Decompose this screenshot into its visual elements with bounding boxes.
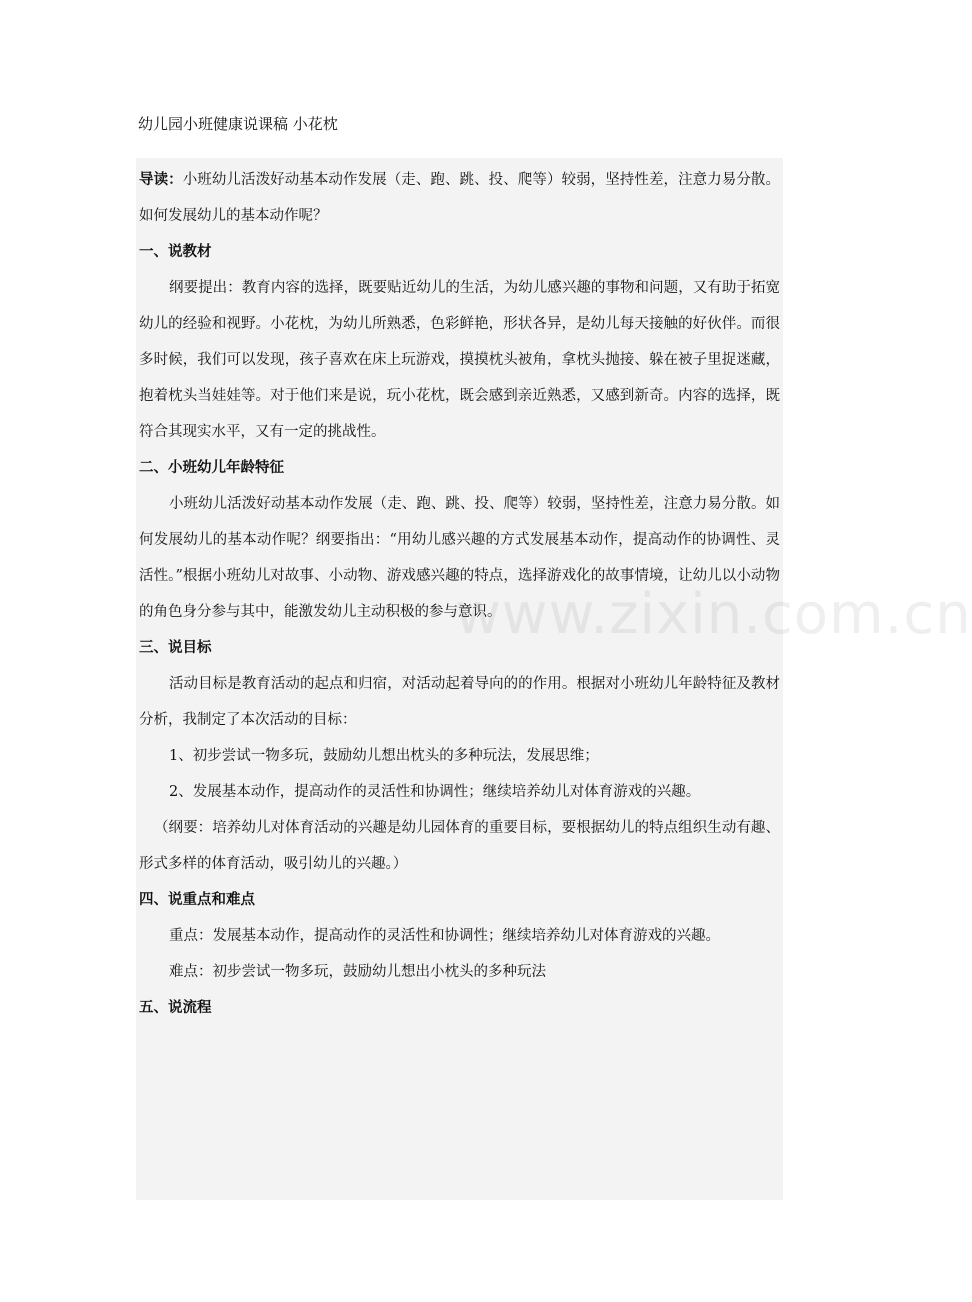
difficulty-point: 难点：初步尝试一物多玩，鼓励幼儿想出小枕头的多种玩法 <box>169 964 546 980</box>
guideline-note: （纲要：培养幼儿对体育活动的兴趣是幼儿园体育的重要目标，要根据幼儿的特点组织生动有趣、形式多样的体育活动，吸引幼儿的兴趣。） <box>139 820 780 872</box>
section-3-paragraph: 活动目标是教育活动的起点和归宿，对活动起着导向的的作用。根据对小班幼儿年龄特征及教材分析，我制定了本次活动的目标： <box>139 676 780 728</box>
section-heading-2: 二、小班幼儿年龄特征 <box>139 459 284 476</box>
section-2-paragraph: 小班幼儿活泼好动基本动作发展（走、跑、跳、投、爬等）较弱，坚持性差，注意力易分散。如何发展幼儿的基本动作呢？纲要指出：“用幼儿感兴趣的方式发展基本动作，提高动作的协调性、灵活性。”根据小班幼儿对故事、小动物、游戏感兴趣的特点，选择游戏化的故事情境，让幼儿以小动物的角色身分参与其中，能激发幼儿主动积极的参与意识。 <box>139 496 780 620</box>
section-heading-1: 一、说教材 <box>139 243 212 260</box>
section-1-paragraph: 纲要提出：教育内容的选择，既要贴近幼儿的生活，为幼儿感兴趣的事物和问题，又有助于拓宽幼儿的经验和视野。小花枕，为幼儿所熟悉，色彩鲜艳，形状各异，是幼儿每天接触的好伙伴。而很多时候，我们可以发现，孩子喜欢在床上玩游戏，摸摸枕头被角，拿枕头抛接、躲在被子里捉迷藏，抱着枕头当娃娃等。对于他们来是说，玩小花枕，既会感到亲近熟悉，又感到新奇。内容的选择，既符合其现实水平，又有一定的挑战性。 <box>139 280 780 440</box>
section-heading-5: 五、说流程 <box>139 999 212 1016</box>
document-title: 幼儿园小班健康说课稿 小花枕 <box>138 115 338 133</box>
section-heading-3: 三、说目标 <box>139 639 212 656</box>
goal-2: 2、发展基本动作，提高动作的灵活性和协调性；继续培养幼儿对体育游戏的兴趣。 <box>169 784 701 800</box>
key-point: 重点：发展基本动作，提高动作的灵活性和协调性；继续培养幼儿对体育游戏的兴趣。 <box>169 928 720 944</box>
intro-text: 小班幼儿活泼好动基本动作发展（走、跑、跳、投、爬等）较弱，坚持性差，注意力易分散。如何发展幼儿的基本动作呢？ <box>139 172 781 224</box>
content-block <box>136 158 783 1200</box>
intro-label: 导读： <box>139 171 183 188</box>
intro-paragraph <box>139 162 780 234</box>
goal-1: 1、初步尝试一物多玩，鼓励幼儿想出枕头的多种玩法，发展思维； <box>169 748 599 764</box>
section-heading-4: 四、说重点和难点 <box>139 891 255 908</box>
